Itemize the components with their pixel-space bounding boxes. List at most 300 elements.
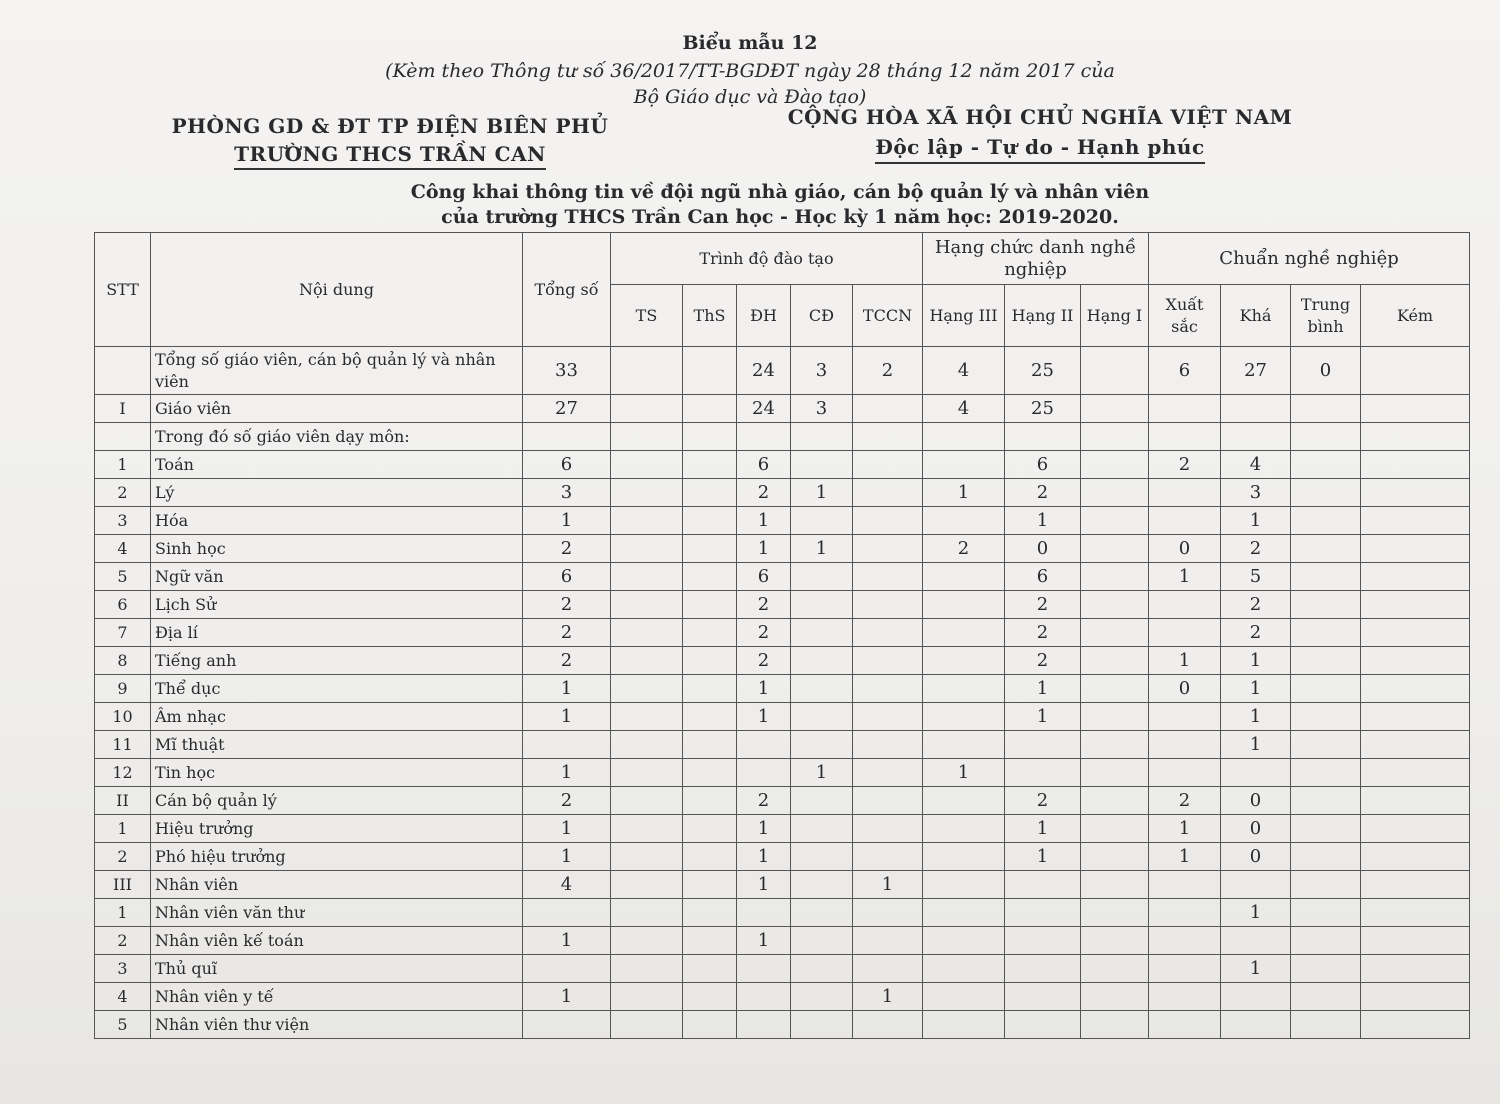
row-kem xyxy=(1361,395,1470,423)
row-content: Thể dục xyxy=(151,675,523,703)
row-kem xyxy=(1361,843,1470,871)
row-content: Tổng số giáo viên, cán bộ quản lý và nhân viên xyxy=(151,347,523,395)
row-stt: 10 xyxy=(95,703,151,731)
row-cd xyxy=(791,703,853,731)
title-line-2: của trường THCS Trần Can học - Học kỳ 1 năm học: 2019-2020. xyxy=(441,206,1119,228)
row-kem xyxy=(1361,535,1470,563)
row-tccn xyxy=(853,591,923,619)
table-row xyxy=(95,563,1470,591)
row-ths xyxy=(683,591,737,619)
row-xuat-sac xyxy=(1149,479,1221,507)
row-kha: 1 xyxy=(1221,955,1291,983)
row-stt: 11 xyxy=(95,731,151,759)
row-kem xyxy=(1361,871,1470,899)
row-ts xyxy=(611,899,683,927)
table-row xyxy=(95,871,1470,899)
row-cd xyxy=(791,451,853,479)
row-xuat-sac: 1 xyxy=(1149,843,1221,871)
table-row xyxy=(95,983,1470,1011)
row-cd xyxy=(791,507,853,535)
row-hang-1 xyxy=(1081,1011,1149,1039)
row-kem xyxy=(1361,1011,1470,1039)
row-hang-3 xyxy=(923,843,1005,871)
row-trung-binh xyxy=(1291,507,1361,535)
row-tccn xyxy=(853,731,923,759)
header-hang-3: Hạng III xyxy=(923,285,1005,347)
header-professional-rank: Hạng chức danh nghề nghiệp xyxy=(923,233,1149,285)
row-cd xyxy=(791,563,853,591)
row-hang-2: 1 xyxy=(1005,815,1081,843)
header-content: Nội dung xyxy=(151,233,523,347)
row-dh xyxy=(737,759,791,787)
row-ts xyxy=(611,983,683,1011)
row-kem xyxy=(1361,703,1470,731)
row-total xyxy=(523,731,611,759)
row-dh xyxy=(737,955,791,983)
row-total: 1 xyxy=(523,507,611,535)
row-xuat-sac: 2 xyxy=(1149,451,1221,479)
row-ts xyxy=(611,955,683,983)
row-hang-2 xyxy=(1005,759,1081,787)
row-hang-3 xyxy=(923,787,1005,815)
row-xuat-sac xyxy=(1149,759,1221,787)
row-tccn xyxy=(853,815,923,843)
row-hang-1 xyxy=(1081,983,1149,1011)
row-stt: 2 xyxy=(95,479,151,507)
row-trung-binh xyxy=(1291,619,1361,647)
row-dh: 1 xyxy=(737,675,791,703)
table-row xyxy=(95,479,1470,507)
row-hang-2: 2 xyxy=(1005,591,1081,619)
row-cd xyxy=(791,619,853,647)
row-hang-2: 6 xyxy=(1005,563,1081,591)
row-total: 6 xyxy=(523,451,611,479)
header-stt: STT xyxy=(95,233,151,347)
row-ths xyxy=(683,1011,737,1039)
row-cd xyxy=(791,955,853,983)
row-hang-2: 1 xyxy=(1005,675,1081,703)
row-hang-1 xyxy=(1081,899,1149,927)
row-xuat-sac xyxy=(1149,927,1221,955)
row-content: Tin học xyxy=(151,759,523,787)
row-cd: 3 xyxy=(791,395,853,423)
row-hang-1 xyxy=(1081,871,1149,899)
row-ths xyxy=(683,843,737,871)
row-ths xyxy=(683,787,737,815)
row-kha: 4 xyxy=(1221,451,1291,479)
row-total: 33 xyxy=(523,347,611,395)
row-cd xyxy=(791,927,853,955)
row-hang-3: 4 xyxy=(923,395,1005,423)
row-hang-3 xyxy=(923,983,1005,1011)
row-content: Nhân viên xyxy=(151,871,523,899)
row-tccn xyxy=(853,535,923,563)
row-dh xyxy=(737,983,791,1011)
row-hang-1 xyxy=(1081,535,1149,563)
row-xuat-sac xyxy=(1149,507,1221,535)
row-hang-3 xyxy=(923,703,1005,731)
row-content: Ngữ văn xyxy=(151,563,523,591)
row-hang-2: 6 xyxy=(1005,451,1081,479)
row-content: Thủ quĩ xyxy=(151,955,523,983)
row-total: 1 xyxy=(523,983,611,1011)
row-xuat-sac xyxy=(1149,619,1221,647)
row-total: 1 xyxy=(523,815,611,843)
row-trung-binh xyxy=(1291,759,1361,787)
row-hang-3 xyxy=(923,675,1005,703)
row-ths xyxy=(683,815,737,843)
row-hang-1 xyxy=(1081,451,1149,479)
row-cd xyxy=(791,871,853,899)
row-kem xyxy=(1361,759,1470,787)
row-kha: 1 xyxy=(1221,703,1291,731)
row-total: 1 xyxy=(523,759,611,787)
table-row xyxy=(95,927,1470,955)
row-content: Trong đó số giáo viên dạy môn: xyxy=(151,423,523,451)
row-kha: 2 xyxy=(1221,619,1291,647)
header-trung-binh: Trung bình xyxy=(1291,285,1361,347)
row-kem xyxy=(1361,675,1470,703)
row-dh: 6 xyxy=(737,563,791,591)
header-tccn: TCCN xyxy=(853,285,923,347)
row-ts xyxy=(611,927,683,955)
row-content: Hóa xyxy=(151,507,523,535)
row-ths xyxy=(683,675,737,703)
row-kha: 5 xyxy=(1221,563,1291,591)
row-kem xyxy=(1361,927,1470,955)
row-kha: 0 xyxy=(1221,843,1291,871)
row-hang-2: 1 xyxy=(1005,507,1081,535)
row-stt: 12 xyxy=(95,759,151,787)
table-row xyxy=(95,451,1470,479)
row-ts xyxy=(611,759,683,787)
row-trung-binh xyxy=(1291,535,1361,563)
table-row xyxy=(95,731,1470,759)
row-hang-1 xyxy=(1081,619,1149,647)
row-content: Lý xyxy=(151,479,523,507)
row-dh: 1 xyxy=(737,843,791,871)
row-kha: 2 xyxy=(1221,535,1291,563)
row-hang-1 xyxy=(1081,563,1149,591)
row-cd xyxy=(791,899,853,927)
row-dh: 2 xyxy=(737,591,791,619)
row-kha: 1 xyxy=(1221,899,1291,927)
row-ts xyxy=(611,815,683,843)
row-tccn: 1 xyxy=(853,871,923,899)
row-ths xyxy=(683,423,737,451)
row-ts xyxy=(611,507,683,535)
row-hang-1 xyxy=(1081,815,1149,843)
row-hang-2: 2 xyxy=(1005,647,1081,675)
row-total: 1 xyxy=(523,675,611,703)
row-hang-3 xyxy=(923,955,1005,983)
row-tccn xyxy=(853,507,923,535)
row-dh: 6 xyxy=(737,451,791,479)
header-hang-1: Hạng I xyxy=(1081,285,1149,347)
row-trung-binh xyxy=(1291,871,1361,899)
row-dh: 1 xyxy=(737,815,791,843)
row-xuat-sac: 1 xyxy=(1149,815,1221,843)
national-motto: Độc lập - Tự do - Hạnh phúc xyxy=(875,132,1204,164)
row-hang-1 xyxy=(1081,347,1149,395)
row-tccn xyxy=(853,843,923,871)
row-trung-binh xyxy=(1291,927,1361,955)
row-ts xyxy=(611,451,683,479)
row-xuat-sac: 6 xyxy=(1149,347,1221,395)
row-total: 3 xyxy=(523,479,611,507)
row-total: 1 xyxy=(523,927,611,955)
table-row xyxy=(95,619,1470,647)
row-content: Toán xyxy=(151,451,523,479)
row-xuat-sac xyxy=(1149,1011,1221,1039)
row-hang-3 xyxy=(923,591,1005,619)
row-kem xyxy=(1361,347,1470,395)
row-xuat-sac xyxy=(1149,731,1221,759)
row-cd xyxy=(791,591,853,619)
row-cd: 3 xyxy=(791,347,853,395)
row-total xyxy=(523,955,611,983)
school-name: TRƯỜNG THCS TRẦN CAN xyxy=(234,140,546,170)
row-kem xyxy=(1361,619,1470,647)
row-tccn xyxy=(853,451,923,479)
row-stt: 2 xyxy=(95,927,151,955)
row-hang-2: 25 xyxy=(1005,395,1081,423)
row-kha: 2 xyxy=(1221,591,1291,619)
row-kha: 1 xyxy=(1221,647,1291,675)
row-ts xyxy=(611,423,683,451)
row-ths xyxy=(683,563,737,591)
row-tccn xyxy=(853,703,923,731)
row-hang-3: 2 xyxy=(923,535,1005,563)
row-hang-3 xyxy=(923,1011,1005,1039)
row-hang-3 xyxy=(923,815,1005,843)
row-hang-2: 2 xyxy=(1005,619,1081,647)
table-row xyxy=(95,347,1470,395)
row-hang-2: 1 xyxy=(1005,843,1081,871)
row-hang-1 xyxy=(1081,423,1149,451)
row-kem xyxy=(1361,731,1470,759)
row-kha xyxy=(1221,1011,1291,1039)
row-ts xyxy=(611,731,683,759)
row-stt: III xyxy=(95,871,151,899)
row-stt xyxy=(95,347,151,395)
row-ts xyxy=(611,1011,683,1039)
row-content: Nhân viên kế toán xyxy=(151,927,523,955)
row-ths xyxy=(683,619,737,647)
row-hang-1 xyxy=(1081,703,1149,731)
row-ts xyxy=(611,619,683,647)
table-row xyxy=(95,815,1470,843)
row-tccn xyxy=(853,787,923,815)
row-hang-1 xyxy=(1081,591,1149,619)
row-dh: 24 xyxy=(737,347,791,395)
row-kem xyxy=(1361,507,1470,535)
table-row xyxy=(95,535,1470,563)
row-stt: 7 xyxy=(95,619,151,647)
row-ths xyxy=(683,647,737,675)
row-total xyxy=(523,1011,611,1039)
row-kha xyxy=(1221,395,1291,423)
row-ts xyxy=(611,395,683,423)
row-kem xyxy=(1361,591,1470,619)
form-title: Biểu mẫu 12 xyxy=(682,32,818,54)
row-total: 27 xyxy=(523,395,611,423)
table-row xyxy=(95,423,1470,451)
row-cd xyxy=(791,815,853,843)
row-content: Mĩ thuật xyxy=(151,731,523,759)
row-ths xyxy=(683,507,737,535)
row-total: 6 xyxy=(523,563,611,591)
row-dh: 24 xyxy=(737,395,791,423)
row-cd xyxy=(791,983,853,1011)
row-cd xyxy=(791,843,853,871)
row-ths xyxy=(683,927,737,955)
row-ths xyxy=(683,479,737,507)
row-cd xyxy=(791,647,853,675)
row-xuat-sac: 2 xyxy=(1149,787,1221,815)
row-kha xyxy=(1221,983,1291,1011)
row-dh: 1 xyxy=(737,871,791,899)
row-hang-2 xyxy=(1005,1011,1081,1039)
row-xuat-sac: 0 xyxy=(1149,675,1221,703)
row-kha: 1 xyxy=(1221,675,1291,703)
row-stt: 5 xyxy=(95,1011,151,1039)
row-stt: 4 xyxy=(95,535,151,563)
circular-line-1: (Kèm theo Thông tư số 36/2017/TT-BGDĐT ngày 28 tháng 12 năm 2017 của xyxy=(385,60,1115,82)
row-hang-3 xyxy=(923,871,1005,899)
national-heading xyxy=(770,102,1310,164)
row-cd: 1 xyxy=(791,535,853,563)
row-kem xyxy=(1361,899,1470,927)
row-ths xyxy=(683,955,737,983)
row-trung-binh xyxy=(1291,647,1361,675)
row-trung-binh: 0 xyxy=(1291,347,1361,395)
row-hang-2 xyxy=(1005,871,1081,899)
row-kha: 3 xyxy=(1221,479,1291,507)
header-kha: Khá xyxy=(1221,285,1291,347)
row-total: 2 xyxy=(523,535,611,563)
row-stt: 1 xyxy=(95,815,151,843)
row-hang-2 xyxy=(1005,423,1081,451)
row-stt: 9 xyxy=(95,675,151,703)
row-tccn xyxy=(853,423,923,451)
row-kem xyxy=(1361,955,1470,983)
document-title xyxy=(300,180,1260,230)
row-trung-binh xyxy=(1291,787,1361,815)
row-trung-binh xyxy=(1291,899,1361,927)
row-kha xyxy=(1221,927,1291,955)
row-hang-3 xyxy=(923,647,1005,675)
row-stt: 1 xyxy=(95,899,151,927)
row-xuat-sac xyxy=(1149,871,1221,899)
row-hang-1 xyxy=(1081,787,1149,815)
row-hang-1 xyxy=(1081,479,1149,507)
row-dh: 1 xyxy=(737,927,791,955)
row-stt: 6 xyxy=(95,591,151,619)
row-content: Âm nhạc xyxy=(151,703,523,731)
row-ths xyxy=(683,983,737,1011)
row-dh: 1 xyxy=(737,703,791,731)
header-ths: ThS xyxy=(683,285,737,347)
row-ths xyxy=(683,871,737,899)
row-hang-3 xyxy=(923,899,1005,927)
row-cd xyxy=(791,1011,853,1039)
row-xuat-sac xyxy=(1149,955,1221,983)
row-trung-binh xyxy=(1291,815,1361,843)
row-tccn xyxy=(853,675,923,703)
row-dh xyxy=(737,731,791,759)
row-dh: 2 xyxy=(737,787,791,815)
row-trung-binh xyxy=(1291,395,1361,423)
row-content: Cán bộ quản lý xyxy=(151,787,523,815)
row-tccn xyxy=(853,647,923,675)
row-stt xyxy=(95,423,151,451)
row-ts xyxy=(611,591,683,619)
row-kem xyxy=(1361,787,1470,815)
row-kem xyxy=(1361,423,1470,451)
row-content: Nhân viên y tế xyxy=(151,983,523,1011)
table-row xyxy=(95,787,1470,815)
row-kha: 0 xyxy=(1221,787,1291,815)
row-tccn xyxy=(853,479,923,507)
row-content: Sinh học xyxy=(151,535,523,563)
row-total: 2 xyxy=(523,619,611,647)
row-hang-2: 0 xyxy=(1005,535,1081,563)
row-hang-3 xyxy=(923,731,1005,759)
row-kha: 27 xyxy=(1221,347,1291,395)
header-ts: TS xyxy=(611,285,683,347)
row-tccn xyxy=(853,927,923,955)
row-hang-3 xyxy=(923,507,1005,535)
table-body xyxy=(95,347,1470,1039)
row-hang-1 xyxy=(1081,395,1149,423)
header-professional-standard: Chuẩn nghề nghiệp xyxy=(1149,233,1470,285)
row-trung-binh xyxy=(1291,423,1361,451)
row-content: Hiệu trưởng xyxy=(151,815,523,843)
row-ths xyxy=(683,731,737,759)
row-trung-binh xyxy=(1291,983,1361,1011)
row-total xyxy=(523,423,611,451)
table-row xyxy=(95,843,1470,871)
row-kem xyxy=(1361,451,1470,479)
table-row xyxy=(95,1011,1470,1039)
row-xuat-sac: 1 xyxy=(1149,563,1221,591)
row-ths xyxy=(683,535,737,563)
row-xuat-sac xyxy=(1149,983,1221,1011)
row-trung-binh xyxy=(1291,451,1361,479)
row-dh: 2 xyxy=(737,619,791,647)
row-kha xyxy=(1221,423,1291,451)
republic-name: CỘNG HÒA XÃ HỘI CHỦ NGHĨA VIỆT NAM xyxy=(787,105,1293,129)
row-tccn: 2 xyxy=(853,347,923,395)
row-kha xyxy=(1221,871,1291,899)
row-hang-3 xyxy=(923,451,1005,479)
row-ts xyxy=(611,675,683,703)
row-hang-3 xyxy=(923,927,1005,955)
row-hang-2 xyxy=(1005,927,1081,955)
table-row xyxy=(95,395,1470,423)
row-ths xyxy=(683,451,737,479)
row-ths xyxy=(683,347,737,395)
row-total: 2 xyxy=(523,647,611,675)
row-stt: II xyxy=(95,787,151,815)
row-hang-2 xyxy=(1005,955,1081,983)
row-kha: 0 xyxy=(1221,815,1291,843)
row-stt: 2 xyxy=(95,843,151,871)
row-hang-2 xyxy=(1005,731,1081,759)
row-dh xyxy=(737,899,791,927)
row-xuat-sac: 1 xyxy=(1149,647,1221,675)
